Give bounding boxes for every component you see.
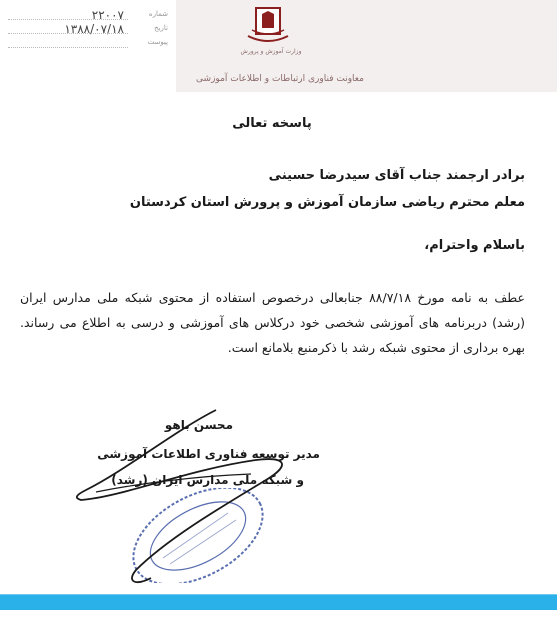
number-value: ۲۲۰۰۷ bbox=[91, 8, 124, 22]
date-label: تاریخ bbox=[154, 24, 168, 32]
bottom-bar bbox=[0, 594, 557, 611]
date-dots bbox=[8, 33, 128, 34]
letterhead-meta-area bbox=[0, 0, 170, 70]
letter-body: عطف به نامه مورخ ۸۸/۷/۱۸ جنابعالی درخصوص استفاده از محتوی شبکه ملی مدارس ایران (رشد) دربرنامه های آموزشی شخصی خود درکلاس های آموزشی و درسی به اطلاع می رساند. بهره برداری از محتوی شبکه رشد با ذکرمنبع بلامانع است. bbox=[20, 290, 525, 355]
attachment-dots bbox=[8, 47, 128, 48]
logo-caption: وزارت آموزش و پرورش bbox=[240, 48, 302, 55]
department-name: معاونت فناوری ارتباطات و اطلاعات آموزشی bbox=[196, 74, 364, 84]
recipient-organization: محترم ریاضی سازمان آموزش و پرورش استان کردستان bbox=[129, 195, 495, 210]
recipient-line-1: برادر ارجمند جناب آقای سیدرضا حسینی bbox=[268, 168, 525, 183]
letter-meta bbox=[8, 10, 168, 52]
bottom-margin bbox=[0, 610, 557, 623]
signatory-title-1: مدیر توسعه فناوری اطلاعات آموزشی bbox=[97, 447, 320, 461]
recipient-line-2 bbox=[130, 195, 525, 210]
number-label: شماره bbox=[148, 10, 168, 18]
greeting: باسلام واحترام، bbox=[424, 238, 525, 253]
recipient-role: معلم bbox=[494, 195, 525, 210]
handwritten-signature-icon bbox=[66, 400, 296, 590]
signatory-name: محسن باهو bbox=[164, 418, 233, 432]
number-dots bbox=[8, 19, 128, 20]
attachment-row bbox=[8, 38, 168, 52]
ministry-logo-icon bbox=[244, 6, 292, 46]
date-row bbox=[8, 24, 168, 38]
date-value: ۱۳۸۸/۰۷/۱۸ bbox=[64, 22, 124, 36]
letter-title: پاسخه تعالی bbox=[232, 116, 312, 131]
attachment-label: پیوست bbox=[147, 38, 168, 46]
signatory-title-2: و شبکه ملی مدارس ایران (رشد) bbox=[111, 473, 304, 487]
